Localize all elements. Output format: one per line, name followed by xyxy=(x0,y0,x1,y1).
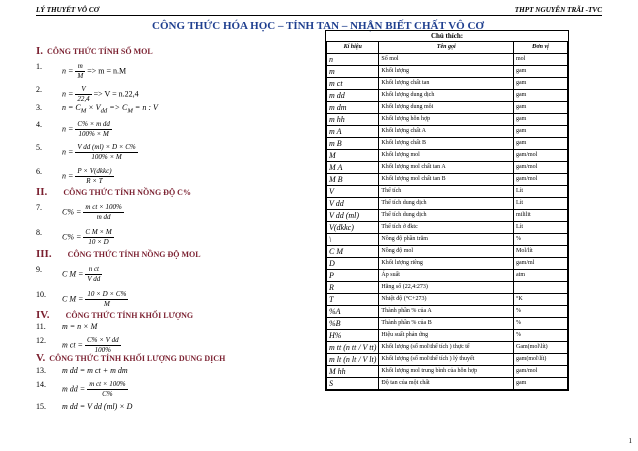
legend-symbol: M xyxy=(327,150,379,162)
legend-row xyxy=(327,126,568,138)
section-3-title: III. CÔNG THỨC TÍNH NỒNG ĐỘ MOL xyxy=(36,248,201,260)
legend-row xyxy=(327,162,568,174)
legend-name: Khối lượng hỗn hợp xyxy=(379,114,514,126)
page-number: 1 xyxy=(628,437,632,445)
legend-symbol: M B xyxy=(327,174,379,186)
legend-unit xyxy=(514,282,568,294)
legend-row xyxy=(327,66,568,78)
legend-name: Khối lượng chất tan xyxy=(379,78,514,90)
legend-unit: mol xyxy=(514,54,568,66)
legend-name: Hiệu suất phản ứng xyxy=(379,330,514,342)
legend-row xyxy=(327,258,568,270)
legend-symbol: n xyxy=(327,54,379,66)
legend-unit: % xyxy=(514,234,568,246)
section-1-title: I. CÔNG THỨC TÍNH SỐ MOL xyxy=(36,45,153,57)
legend-row xyxy=(327,318,568,330)
legend-name: Thể tích dung dịch xyxy=(379,210,514,222)
legend-unit: gam/mol xyxy=(514,162,568,174)
legend-unit: gam xyxy=(514,126,568,138)
legend-name: Thể tích ở đktc xyxy=(379,222,514,234)
legend-row xyxy=(327,222,568,234)
legend-unit: gam xyxy=(514,102,568,114)
legend-unit: gam xyxy=(514,78,568,90)
legend-name: Thành phần % của A xyxy=(379,306,514,318)
legend-symbol: m xyxy=(327,66,379,78)
section-2-title: II. CÔNG THỨC TÍNH NỒNG ĐỘ C% xyxy=(36,186,191,198)
legend-unit: gam/mol xyxy=(514,366,568,378)
legend-row xyxy=(327,174,568,186)
legend-unit: % xyxy=(514,318,568,330)
legend-name: Khối lượng mol xyxy=(379,150,514,162)
header-divider xyxy=(36,15,602,16)
legend-row xyxy=(327,54,568,66)
legend-row xyxy=(327,294,568,306)
legend-unit: gam/ml xyxy=(514,258,568,270)
legend-name: Khối lượng xyxy=(379,66,514,78)
legend-row xyxy=(327,378,568,390)
legend-unit: gam xyxy=(514,378,568,390)
legend-unit: mililit xyxy=(514,210,568,222)
legend-header-name: Tên gọi xyxy=(379,42,514,54)
legend-symbol: V xyxy=(327,186,379,198)
legend-row xyxy=(327,354,568,366)
legend-symbol: m hh xyxy=(327,114,379,126)
legend-title: Chú thích: xyxy=(430,32,464,40)
legend-symbol: %A xyxy=(327,306,379,318)
legend-symbol: V dd (ml) xyxy=(327,210,379,222)
legend-symbol: V dd xyxy=(327,198,379,210)
legend-name: Nồng độ phần trăm xyxy=(379,234,514,246)
legend-symbol: P xyxy=(327,270,379,282)
legend-symbol: D xyxy=(327,258,379,270)
legend-symbol: R xyxy=(327,282,379,294)
legend-unit: Gam(mol\lít) xyxy=(514,342,568,354)
legend-name: Số mol xyxy=(379,54,514,66)
legend-unit: gam(mol\lít) xyxy=(514,354,568,366)
legend-name: Khối lượng (số mol\thể tích ) thực tế xyxy=(379,342,514,354)
legend-symbol: H% xyxy=(327,330,379,342)
legend-name: Khối lượng mol trung bình của hỗn hợp xyxy=(379,366,514,378)
legend-row xyxy=(327,342,568,354)
legend-unit: Lít xyxy=(514,222,568,234)
legend-unit: gam xyxy=(514,114,568,126)
legend-row xyxy=(327,186,568,198)
legend-symbol: m dm xyxy=(327,102,379,114)
legend-row xyxy=(327,102,568,114)
legend-symbol: M hh xyxy=(327,366,379,378)
legend-symbol: T xyxy=(327,294,379,306)
legend-name: Khối lượng mol chất tan B xyxy=(379,174,514,186)
legend-name: Khối lượng dung dịch xyxy=(379,90,514,102)
legend-row xyxy=(327,114,568,126)
legend-symbol: m B xyxy=(327,138,379,150)
legend-symbol: m dd xyxy=(327,90,379,102)
legend-unit: gam xyxy=(514,90,568,102)
legend-symbol: m lt (n lt / V lt) xyxy=(327,354,379,366)
legend-header-symbol: Kí hiệu xyxy=(327,42,379,54)
legend-symbol: m ct xyxy=(327,78,379,90)
legend-symbol: m tt (n tt / V tt) xyxy=(327,342,379,354)
legend-name: Khối lượng chất A xyxy=(379,126,514,138)
legend-unit: gam/mol xyxy=(514,174,568,186)
legend-header-unit: Đơn vị xyxy=(514,42,568,54)
legend-symbol: C M xyxy=(327,246,379,258)
legend-symbol: V(dkkc) xyxy=(327,222,379,234)
legend-row xyxy=(327,270,568,282)
legend-symbol: %B xyxy=(327,318,379,330)
legend-name: Thể tích dung dịch xyxy=(379,198,514,210)
legend-row xyxy=(327,198,568,210)
legend-row xyxy=(327,78,568,90)
legend-row xyxy=(327,282,568,294)
header-left: LÝ THUYẾT VÔ CƠ xyxy=(36,6,99,14)
legend-row xyxy=(327,366,568,378)
header-right: THPT NGUYỄN TRÃI -TVC xyxy=(514,6,602,14)
section-4-title: IV. CÔNG THỨC TÍNH KHỐI LƯỢNG xyxy=(36,309,194,321)
legend-name: Áp suất xyxy=(379,270,514,282)
legend-unit: Lít xyxy=(514,198,568,210)
legend-body xyxy=(327,54,568,390)
legend-row xyxy=(327,234,568,246)
legend-name: Khối lượng chất B xyxy=(379,138,514,150)
legend-grid xyxy=(326,41,568,390)
legend-row xyxy=(327,138,568,150)
legend-name: Thể tích xyxy=(379,186,514,198)
legend-row xyxy=(327,210,568,222)
legend-name: Khối lượng dung môi xyxy=(379,102,514,114)
section-5-title: V. CÔNG THỨC TÍNH KHỐI LƯỢNG DUNG DỊCH xyxy=(36,352,226,364)
legend-name: Khối lượng (số mol\thể tích ) lý thuyết xyxy=(379,354,514,366)
legend-name: Nhiệt độ (°C+273) xyxy=(379,294,514,306)
legend-unit: °K xyxy=(514,294,568,306)
page-title: CÔNG THỨC HÓA HỌC – TÍNH TAN – NHẬN BIẾT CHẤT VÔ CƠ xyxy=(152,20,484,32)
legend-symbol: \ xyxy=(327,234,379,246)
legend-unit: Lít xyxy=(514,186,568,198)
legend-row xyxy=(327,150,568,162)
legend-name: Thành phần % của B xyxy=(379,318,514,330)
legend-row xyxy=(327,246,568,258)
legend-name: Độ tan của một chất xyxy=(379,378,514,390)
legend-unit: gam/mol xyxy=(514,150,568,162)
legend-name: Hằng số (22,4:273) xyxy=(379,282,514,294)
legend-unit: % xyxy=(514,306,568,318)
legend-name: Nồng độ mol xyxy=(379,246,514,258)
legend-row xyxy=(327,330,568,342)
legend-row xyxy=(327,90,568,102)
legend-symbol: S xyxy=(327,378,379,390)
legend-unit: gam xyxy=(514,138,568,150)
legend-row xyxy=(327,306,568,318)
legend-unit: Mol/lít xyxy=(514,246,568,258)
legend-unit: atm xyxy=(514,270,568,282)
legend-name: Khối lượng riêng xyxy=(379,258,514,270)
legend-unit: % xyxy=(514,330,568,342)
legend-symbol: m A xyxy=(327,126,379,138)
legend-name: Khối lượng mol chất tan A xyxy=(379,162,514,174)
legend-symbol: M A xyxy=(327,162,379,174)
legend-unit: gam xyxy=(514,66,568,78)
legend-table xyxy=(325,30,569,391)
